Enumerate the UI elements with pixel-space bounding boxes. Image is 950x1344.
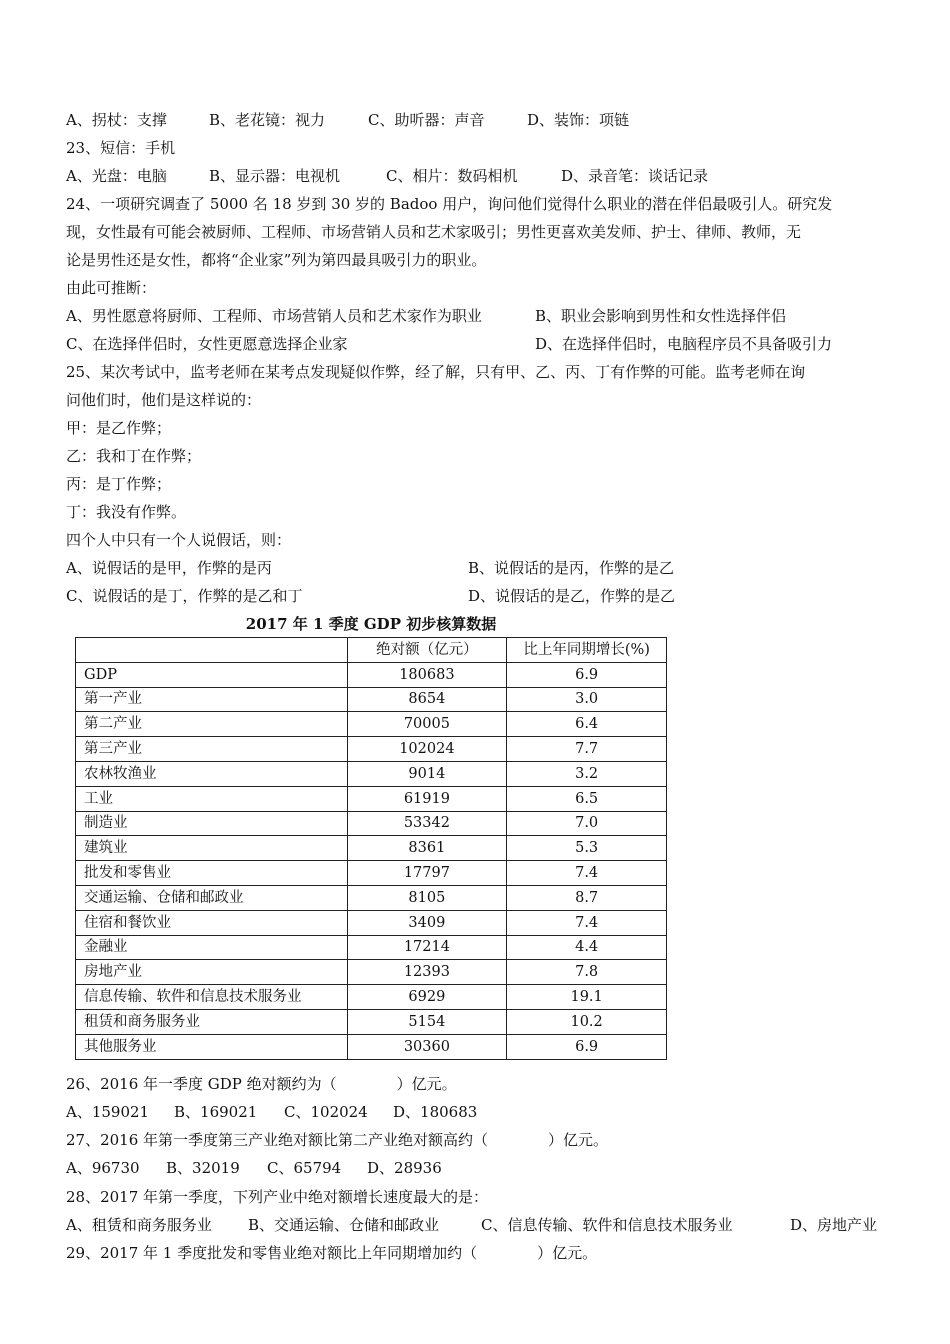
row-absolute-cell: 8654 bbox=[347, 687, 507, 712]
row-name-cell: 第二产业 bbox=[76, 712, 348, 737]
q25-option-d: D、说假话的是乙，作弊的是乙 bbox=[468, 587, 676, 605]
row-growth-cell: 7.7 bbox=[507, 737, 667, 762]
q25-line-2: 问他们时，他们是这样说的： bbox=[66, 391, 262, 409]
row-name-cell: 住宿和餐饮业 bbox=[76, 910, 348, 935]
table-row bbox=[76, 712, 667, 737]
header-growth: 比上年同期增长(%) bbox=[507, 638, 667, 663]
table-row bbox=[76, 662, 667, 687]
q26-option-a: A、159021 bbox=[66, 1103, 150, 1121]
q25-option-c: C、说假话的是丁，作弊的是乙和丁 bbox=[66, 587, 303, 605]
q28-option-d: D、房地产业 bbox=[790, 1216, 878, 1234]
row-absolute-cell: 102024 bbox=[347, 737, 507, 762]
table-row bbox=[76, 737, 667, 762]
q28-option-c: C、信息传输、软件和信息技术服务业 bbox=[481, 1216, 733, 1234]
q27-option-d: D、28936 bbox=[367, 1159, 442, 1177]
row-growth-cell: 6.4 bbox=[507, 712, 667, 737]
q23-option-a: A、光盘：电脑 bbox=[66, 167, 167, 185]
row-absolute-cell: 12393 bbox=[347, 960, 507, 985]
row-absolute-cell: 70005 bbox=[347, 712, 507, 737]
row-absolute-cell: 17797 bbox=[347, 861, 507, 886]
table-body bbox=[76, 662, 667, 1059]
q27-option-c: C、65794 bbox=[267, 1159, 342, 1177]
row-absolute-cell: 9014 bbox=[347, 761, 507, 786]
q23-option-d: D、录音笔：谈话记录 bbox=[561, 167, 709, 185]
table-row bbox=[76, 910, 667, 935]
row-name-cell: 第一产业 bbox=[76, 687, 348, 712]
row-name-cell: 制造业 bbox=[76, 811, 348, 836]
q29-question: 29、2017 年 1 季度批发和零售业绝对额比上年同期增加约（ ）亿元。 bbox=[66, 1244, 598, 1262]
row-name-cell: 信息传输、软件和信息技术服务业 bbox=[76, 985, 348, 1010]
row-growth-cell: 7.4 bbox=[507, 861, 667, 886]
q22-option-b: B、老花镜：视力 bbox=[209, 111, 326, 129]
table-row bbox=[76, 687, 667, 712]
table-row bbox=[76, 786, 667, 811]
q25-option-a: A、说假话的是甲，作弊的是丙 bbox=[66, 559, 272, 577]
q25-statement-4: 丁：我没有作弊。 bbox=[66, 503, 187, 521]
q25-line-1: 25、某次考试中，监考老师在某考点发现疑似作弊，经了解，只有甲、乙、丙、丁有作弊的可能。监考老师在询 bbox=[66, 363, 806, 381]
row-growth-cell: 3.2 bbox=[507, 761, 667, 786]
q28-question: 28、2017 年第一季度，下列产业中绝对额增长速度最大的是： bbox=[66, 1188, 489, 1206]
q27-question: 27、2016 年第一季度第三产业绝对额比第二产业绝对额高约（ ）亿元。 bbox=[66, 1131, 609, 1149]
row-name-cell: 其他服务业 bbox=[76, 1034, 348, 1059]
row-growth-cell: 8.7 bbox=[507, 885, 667, 910]
row-name-cell: 金融业 bbox=[76, 935, 348, 960]
q24-line-3: 论是男性还是女性，都将“企业家”列为第四最具吸引力的职业。 bbox=[66, 251, 487, 269]
q23-option-b: B、显示器：电视机 bbox=[209, 167, 341, 185]
table-row bbox=[76, 1034, 667, 1059]
table-row bbox=[76, 885, 667, 910]
q24-option-c: C、在选择伴侣时，女性更愿意选择企业家 bbox=[66, 335, 348, 353]
q25-statement-2: 乙：我和丁在作弊； bbox=[66, 447, 202, 465]
q28-option-a: A、租赁和商务服务业 bbox=[66, 1216, 212, 1234]
q24-option-d: D、在选择伴侣时，电脑程序员不具备吸引力 bbox=[535, 335, 833, 353]
row-growth-cell: 7.0 bbox=[507, 811, 667, 836]
header-blank bbox=[76, 638, 348, 663]
q24-line-2: 现，女性最有可能会被厨师、工程师、市场营销人员和艺术家吸引；男性更喜欢美发师、护士、律师、教师，无 bbox=[66, 223, 802, 241]
row-absolute-cell: 180683 bbox=[347, 662, 507, 687]
table-row bbox=[76, 1009, 667, 1034]
row-absolute-cell: 3409 bbox=[347, 910, 507, 935]
table-header-row bbox=[76, 638, 667, 663]
q25-option-b: B、说假话的是丙，作弊的是乙 bbox=[468, 559, 675, 577]
row-name-cell: 房地产业 bbox=[76, 960, 348, 985]
q26-question: 26、2016 年一季度 GDP 绝对额约为（ ）亿元。 bbox=[66, 1075, 457, 1093]
q25-prompt: 四个人中只有一个人说假话，则： bbox=[66, 531, 292, 549]
row-absolute-cell: 30360 bbox=[347, 1034, 507, 1059]
q25-statement-3: 丙：是丁作弊； bbox=[66, 475, 172, 493]
row-name-cell: GDP bbox=[76, 662, 348, 687]
row-absolute-cell: 6929 bbox=[347, 985, 507, 1010]
q22-option-c: C、助听器：声音 bbox=[368, 111, 485, 129]
q25-statement-1: 甲：是乙作弊； bbox=[66, 419, 172, 437]
row-growth-cell: 7.8 bbox=[507, 960, 667, 985]
q22-option-a: A、拐杖：支撑 bbox=[66, 111, 167, 129]
row-growth-cell: 4.4 bbox=[507, 935, 667, 960]
q22-option-d: D、装饰：项链 bbox=[527, 111, 630, 129]
table-row bbox=[76, 935, 667, 960]
table-row bbox=[76, 985, 667, 1010]
q24-option-b: B、职业会影响到男性和女性选择伴侣 bbox=[535, 307, 787, 325]
table-row bbox=[76, 836, 667, 861]
q26-option-c: C、102024 bbox=[284, 1103, 368, 1121]
row-growth-cell: 6.5 bbox=[507, 786, 667, 811]
table-row bbox=[76, 761, 667, 786]
row-growth-cell: 7.4 bbox=[507, 910, 667, 935]
q24-prompt: 由此可推断： bbox=[66, 279, 157, 297]
row-name-cell: 工业 bbox=[76, 786, 348, 811]
row-growth-cell: 10.2 bbox=[507, 1009, 667, 1034]
q26-option-d: D、180683 bbox=[393, 1103, 478, 1121]
row-absolute-cell: 5154 bbox=[347, 1009, 507, 1034]
q24-option-a: A、男性愿意将厨师、工程师、市场营销人员和艺术家作为职业 bbox=[66, 307, 482, 325]
header-absolute: 绝对额（亿元） bbox=[347, 638, 507, 663]
q28-option-b: B、交通运输、仓储和邮政业 bbox=[248, 1216, 440, 1234]
row-absolute-cell: 8105 bbox=[347, 885, 507, 910]
row-absolute-cell: 8361 bbox=[347, 836, 507, 861]
row-name-cell: 交通运输、仓储和邮政业 bbox=[76, 885, 348, 910]
row-absolute-cell: 17214 bbox=[347, 935, 507, 960]
row-growth-cell: 6.9 bbox=[507, 1034, 667, 1059]
table-title: 2017 年 1 季度 GDP 初步核算数据 bbox=[245, 615, 497, 633]
q27-option-a: A、96730 bbox=[66, 1159, 140, 1177]
q24-line-1: 24、一项研究调查了 5000 名 18 岁到 30 岁的 Badoo 用户，询问他们觉得什么职业的潜在伴侣最吸引人。研究发 bbox=[66, 195, 833, 213]
q23-question: 23、短信：手机 bbox=[66, 139, 176, 157]
q26-option-b: B、169021 bbox=[174, 1103, 258, 1121]
gdp-table bbox=[75, 637, 667, 1060]
table-row bbox=[76, 960, 667, 985]
row-growth-cell: 19.1 bbox=[507, 985, 667, 1010]
row-absolute-cell: 61919 bbox=[347, 786, 507, 811]
table-row bbox=[76, 861, 667, 886]
row-name-cell: 建筑业 bbox=[76, 836, 348, 861]
row-growth-cell: 3.0 bbox=[507, 687, 667, 712]
row-name-cell: 租赁和商务服务业 bbox=[76, 1009, 348, 1034]
row-absolute-cell: 53342 bbox=[347, 811, 507, 836]
row-name-cell: 农林牧渔业 bbox=[76, 761, 348, 786]
table-row bbox=[76, 811, 667, 836]
q23-option-c: C、相片：数码相机 bbox=[386, 167, 518, 185]
row-name-cell: 第三产业 bbox=[76, 737, 348, 762]
q27-option-b: B、32019 bbox=[166, 1159, 240, 1177]
row-growth-cell: 6.9 bbox=[507, 662, 667, 687]
row-growth-cell: 5.3 bbox=[507, 836, 667, 861]
row-name-cell: 批发和零售业 bbox=[76, 861, 348, 886]
